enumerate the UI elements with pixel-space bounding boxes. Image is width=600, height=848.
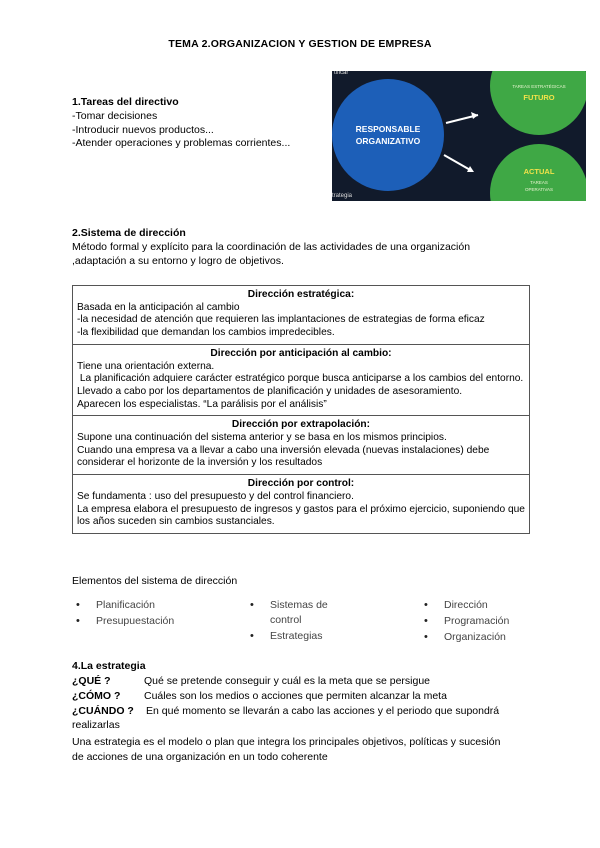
table-section-heading: Dirección por extrapolación:: [231, 419, 371, 431]
elements-col1: [72, 598, 242, 630]
list-item: • Presupuestación: [72, 614, 242, 629]
figure-bottom-edge-text: trategia: [332, 193, 353, 199]
table-line: -la flexibilidad que demandan los cambios impredecibles.: [77, 327, 335, 339]
definition-line: Una estrategia es el modelo o plan que integra los principales objetivos, políticas y sucesión: [72, 736, 501, 748]
question-label: ¿CUÁNDO ?: [72, 705, 134, 717]
section4-heading: 4.La estrategia: [72, 660, 146, 672]
list-item: • Dirección: [420, 598, 540, 613]
table-line: Llevado a cabo por los departamentos de planificación y unidades de asesoramiento.: [77, 385, 463, 397]
elements-col3: [420, 598, 540, 646]
page-title: TEMA 2.ORGANIZACION Y GESTION DE EMPRESA: [168, 38, 432, 50]
list-item: -Introducir nuevos productos...: [72, 123, 214, 136]
responsible-label-line2: ORGANIZATIVO: [355, 136, 421, 146]
question-label: ¿QUÉ ?: [72, 675, 111, 687]
table-line: Cuando una empresa va a llevar a cabo una inversión elevada (nuevas instalaciones) debe considerar el horizonte de la inversión y los resultados: [77, 444, 490, 469]
list-item: • Sistemas de control: [246, 598, 356, 628]
table-section-strategic: [73, 286, 529, 345]
list-item: • Estrategias: [246, 629, 356, 644]
table-line: Supone una continuación del sistema anterior y se basa en los mismos principios.: [77, 432, 447, 444]
question-label: ¿CÓMO ?: [72, 690, 121, 702]
table-section-heading: Dirección por anticipación al cambio:: [210, 347, 392, 359]
definition-line: de acciones de una organización en un todo coherente: [72, 751, 328, 763]
section1-heading: 1.Tareas del directivo: [72, 96, 179, 108]
table-line: La empresa elabora el presupuesto de ingresos y gastos para el próximo ejercicio, suponiendo que los años suceden sin cambios sustanciales.: [77, 503, 525, 528]
elements-heading: Elementos del sistema de dirección: [72, 575, 238, 587]
strategy-definition: [72, 735, 500, 765]
question-text: Qué se pretende conseguir y cuál es la meta que se persigue: [144, 675, 431, 687]
section2-desc: [72, 241, 470, 268]
list-item: • Planificación: [72, 598, 242, 613]
list-item: • Organización: [420, 630, 540, 645]
list-item: • Programación: [420, 614, 540, 629]
responsible-diagram-image: [332, 71, 586, 201]
current-caption-line2: OPERATIVAS: [524, 187, 554, 192]
section2-desc-line: Método formal y explícito para la coordinación de las actividades de una organización: [72, 241, 471, 253]
question-text: Cuáles son los medios o acciones que permiten alcanzar la meta: [144, 690, 447, 702]
list-item: -Atender operaciones y problemas corrientes...: [72, 137, 291, 149]
section2-desc-line: ,adaptación a su entorno y logro de objetivos.: [72, 254, 284, 267]
arrowhead-up-icon: [471, 112, 478, 119]
table-line: Basada en la anticipación al cambio: [77, 301, 240, 313]
section2-heading: 2.Sistema de dirección: [72, 227, 186, 239]
question-what: [72, 675, 431, 687]
question-when-cont: realizarlas: [72, 719, 120, 731]
future-label: FUTURO: [523, 93, 555, 102]
table-section-extrapolation: [73, 416, 529, 475]
future-caption: TAREAS ESTRATÉGICAS: [512, 84, 566, 89]
direction-table: [72, 285, 530, 534]
question-when: [72, 705, 500, 717]
arrow-down-icon: [444, 155, 472, 171]
figure-top-edge-text: tificar: [334, 71, 349, 76]
section1-list: [72, 110, 290, 151]
table-line: Aparecen los especialistas. “La parálisis por el análisis”: [77, 398, 327, 410]
table-line: Tiene una orientación externa.: [77, 360, 215, 372]
table-section-heading: Dirección estratégica:: [247, 289, 355, 300]
table-line: -la necesidad de atención que requieren las implantaciones de estrategias de forma eficaz: [77, 314, 485, 326]
current-label: ACTUAL: [523, 167, 555, 176]
responsible-label-line1: RESPONSABLE: [355, 124, 421, 134]
question-how: [72, 690, 447, 702]
elements-col2: [246, 598, 356, 645]
table-line: Se fundamenta : uso del presupuesto y del control financiero.: [77, 490, 354, 502]
table-section-control: [73, 475, 529, 533]
table-section-heading: Dirección por control:: [247, 478, 355, 490]
list-item: -Tomar decisiones: [72, 110, 158, 122]
current-caption-line1: TAREAS: [530, 180, 548, 185]
question-text: En qué momento se llevarán a cabo las acciones y el periodo que supondrá: [146, 705, 500, 717]
table-line: La planificación adquiere carácter estratégico porque busca anticiparse a los cambios del entorno.: [77, 373, 524, 385]
table-section-anticipation: [73, 345, 529, 417]
